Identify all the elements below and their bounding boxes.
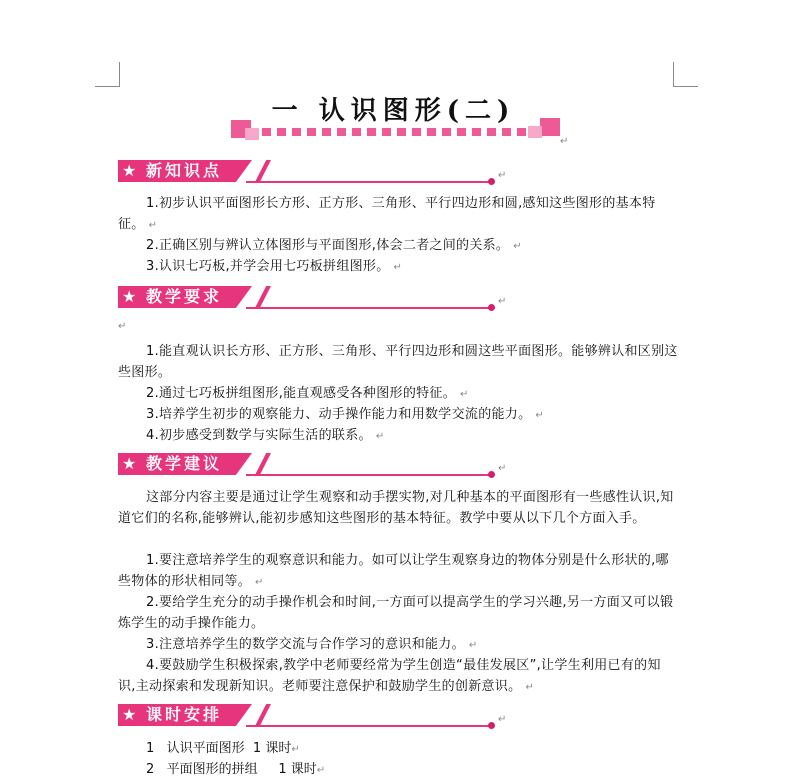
return-mark: ↵: [498, 463, 507, 474]
section-heading-label[interactable]: 教学要求: [146, 287, 223, 306]
title-decoration-dash: [412, 128, 421, 136]
return-mark: ↵: [560, 136, 569, 147]
heading-rule: [246, 307, 492, 309]
title-decoration-dash: [502, 128, 511, 136]
title-decoration-dash: [352, 128, 361, 136]
return-mark: ↵: [498, 170, 507, 181]
heading-stripe: [255, 453, 271, 475]
star-icon: ★: [122, 705, 137, 724]
section-heading-teaching-suggestions: [118, 453, 507, 477]
heading-rule-dot: [488, 178, 495, 185]
paragraph[interactable]: 1.能直观认识长方形、正方形、三角形、平行四边形和圆这些平面图形。能够辨认和区别这些图形。: [118, 344, 678, 380]
chapter-title[interactable]: 一 认识图形(二): [271, 96, 516, 126]
section-heading-label[interactable]: 新知识点: [146, 161, 223, 180]
title-decoration-right-square-light: [528, 126, 542, 138]
paragraph[interactable]: 4.初步感受到数学与实际生活的联系。 ↵: [146, 428, 385, 443]
heading-rule-dot: [488, 471, 495, 478]
title-decoration-dash: [487, 128, 496, 136]
schedule-line[interactable]: 1 认识平面图形 1 课时↵: [146, 741, 300, 756]
page-corner-mark-top-left: [95, 62, 120, 87]
title-decoration-dash: [382, 128, 391, 136]
section-heading-label[interactable]: 课时安排: [146, 705, 223, 724]
title-decoration-dash: [322, 128, 331, 136]
title-decoration-dash: [262, 128, 271, 136]
paragraph[interactable]: 2.要给学生充分的动手操作机会和时间,一方面可以提高学生的学习兴趣,另一方面又可以锻炼学生的动手操作能力。: [118, 595, 674, 631]
heading-rule: [246, 725, 492, 727]
heading-rule-dot: [488, 722, 495, 729]
star-icon: ★: [122, 161, 137, 180]
title-decoration-dash: [397, 128, 406, 136]
title-decoration-left-square-light: [245, 128, 259, 140]
paragraph[interactable]: 1.要注意培养学生的观察意识和能力。如可以让学生观察身边的物体分别是什么形状的,哪些物体的形状相同等。 ↵: [118, 553, 669, 589]
heading-rule: [246, 181, 492, 183]
paragraph[interactable]: 3.培养学生初步的观察能力、动手操作能力和用数学交流的能力。 ↵: [146, 407, 545, 422]
title-decoration-dash: [442, 128, 451, 136]
heading-rule: [246, 474, 492, 476]
section-heading-class-schedule: [118, 704, 507, 728]
heading-stripe: [255, 704, 271, 726]
paragraph[interactable]: 3.注意培养学生的数学交流与合作学习的意识和能力。 ↵: [146, 637, 478, 652]
heading-stripe: [255, 286, 271, 308]
star-icon: ★: [122, 287, 137, 306]
title-decoration-dash: [367, 128, 376, 136]
return-mark: ↵: [498, 296, 507, 307]
chapter-title-block: [0, 86, 787, 146]
page-corner-mark-top-right: [673, 62, 698, 87]
heading-rule-dot: [488, 304, 495, 311]
return-mark: ↵: [498, 714, 507, 725]
empty-paragraph-mark: ↵: [118, 321, 127, 332]
title-decoration-dash: [307, 128, 316, 136]
paragraph[interactable]: 3.认识七巧板,并学会用七巧板拼组图形。 ↵: [146, 259, 403, 274]
paragraph[interactable]: 1.初步认识平面图形长方形、正方形、三角形、平行四边形和圆,感知这些图形的基本特征。 ↵: [118, 196, 656, 232]
star-icon: ★: [122, 454, 137, 473]
title-decoration-dash: [292, 128, 301, 136]
title-decoration-dash: [427, 128, 436, 136]
title-decoration-dash: [337, 128, 346, 136]
section-heading-teaching-requirements: [118, 286, 507, 310]
title-decoration-dash: [277, 128, 286, 136]
heading-stripe: [255, 160, 271, 182]
paragraph[interactable]: 2.正确区别与辨认立体图形与平面图形,体会二者之间的关系。 ↵: [146, 238, 522, 253]
paragraph[interactable]: 这部分内容主要是通过让学生观察和动手摆实物,对几种基本的平面图形有一些感性认识,知道它们的名称,能够辨认,能初步感知这些图形的基本特征。教学中要从以下几个方面入手。: [118, 490, 674, 526]
section-heading-new-knowledge: [118, 160, 507, 184]
paragraph[interactable]: 4.要鼓励学生积极探索,教学中老师要经常为学生创造“最佳发展区”,让学生利用已有的知识,主动探索和发现新知识。老师要注意保护和鼓励学生的创新意识。 ↵: [118, 658, 661, 694]
title-decoration-right-square: [540, 118, 560, 136]
title-decoration-dash: [517, 128, 526, 136]
schedule-line[interactable]: 2 平面图形的拼组 1 课时↵: [146, 762, 326, 777]
paragraph[interactable]: 2.通过七巧板拼组图形,能直观感受各种图形的特征。 ↵: [146, 386, 469, 401]
title-decoration-dash: [457, 128, 466, 136]
title-decoration-dash: [472, 128, 481, 136]
section-heading-label[interactable]: 教学建议: [146, 454, 223, 473]
